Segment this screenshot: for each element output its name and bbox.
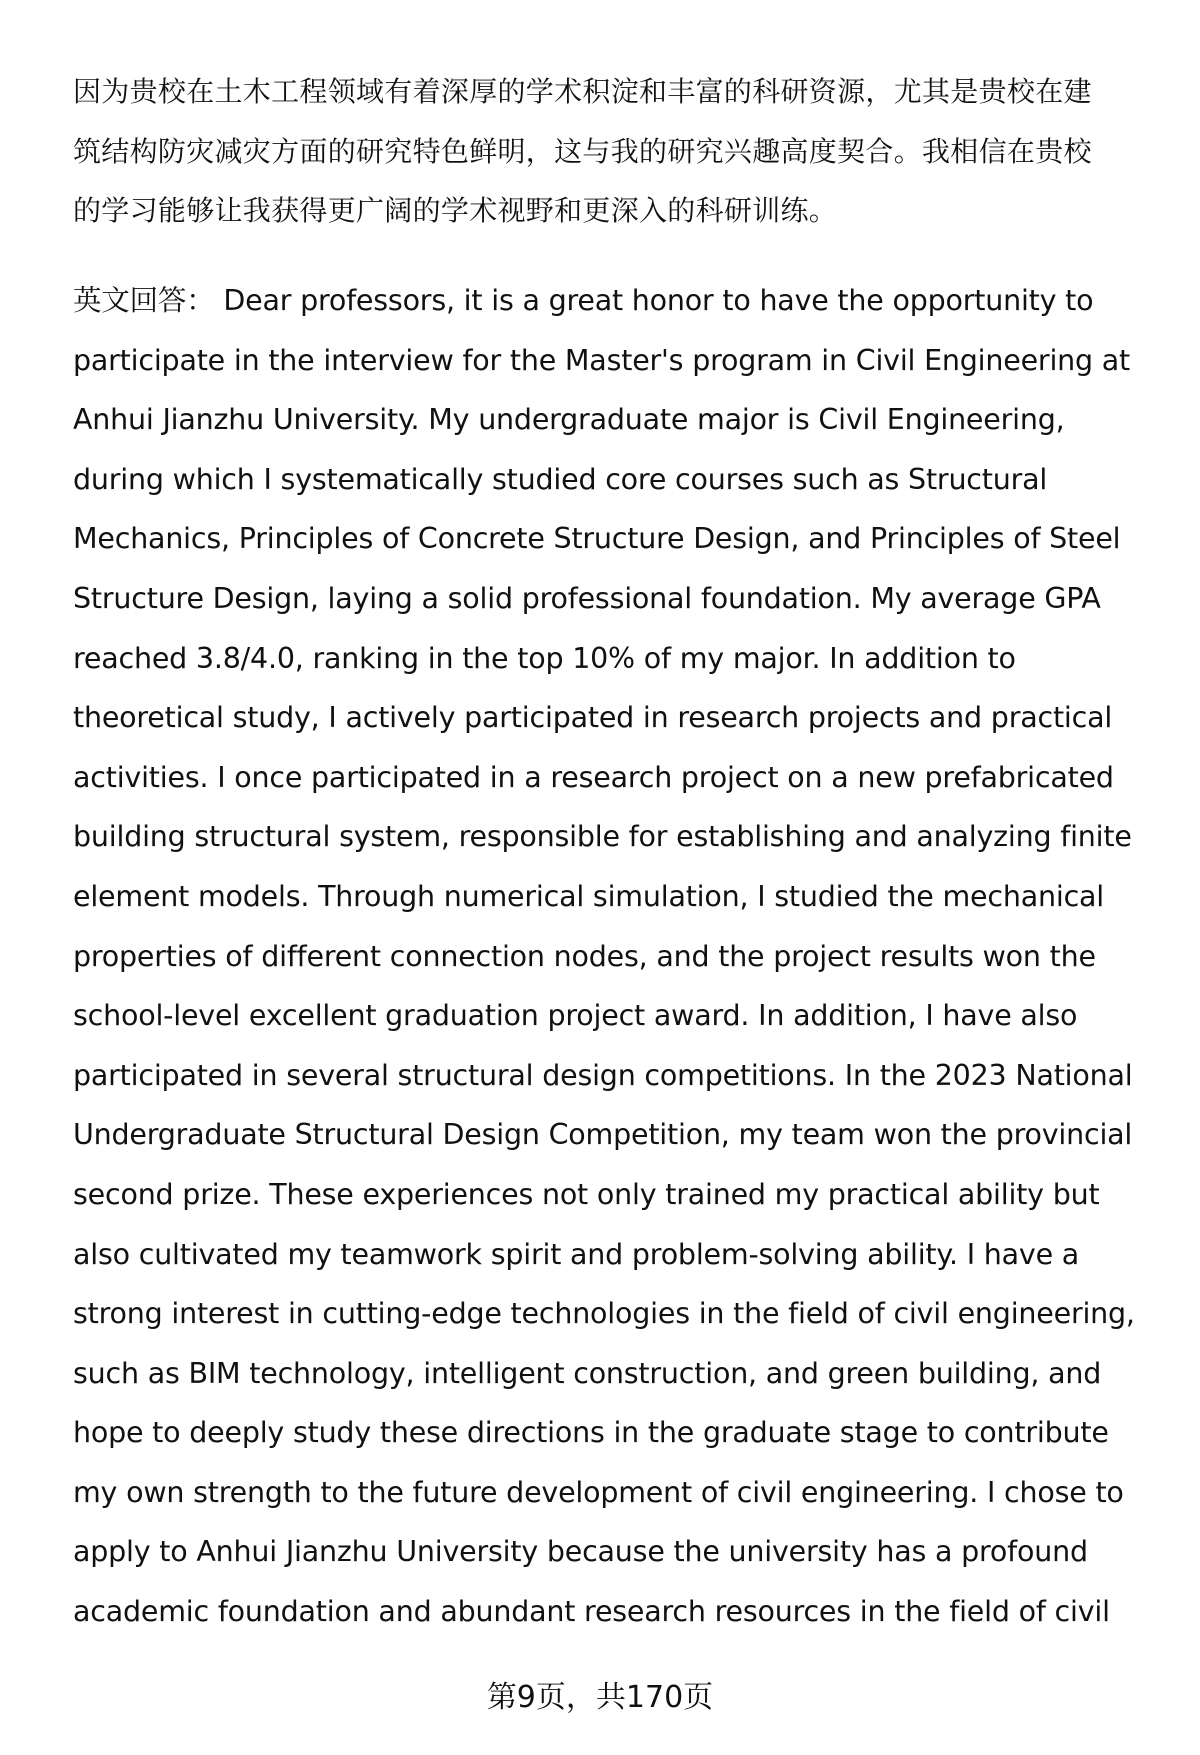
text-line: properties of different connection nodes, and the project results won the	[73, 939, 1096, 973]
text-line: strong interest in cutting-edge technologies in the field of civil engineering,	[73, 1297, 1135, 1331]
text-line: Undergraduate Structural Design Competition, my team won the provincial	[73, 1118, 1133, 1152]
text-line: reached 3.8/4.0, ranking in the top 10% of my major. In addition to	[73, 641, 1016, 675]
text-line: also cultivated my teamwork spirit and problem-solving ability. I have a	[73, 1237, 1080, 1271]
text-line: participate in the interview for the Master's program in Civil Engineering at	[73, 343, 1131, 377]
text-line: Mechanics, Principles of Concrete Structure Design, and Principles of Steel	[73, 522, 1121, 556]
page-number: 第9页，共170页	[486, 1680, 714, 1715]
text-line: during which I systematically studied core courses such as Structural	[73, 462, 1048, 496]
text-line: element models. Through numerical simulation, I studied the mechanical	[73, 879, 1105, 913]
text-line: hope to deeply study these directions in the graduate stage to contribute	[73, 1416, 1109, 1450]
text-line: my own strength to the future development of civil engineering. I chose to	[73, 1475, 1124, 1509]
text-line: academic foundation and abundant research resources in the field of civil	[73, 1595, 1110, 1629]
text-line: second prize. These experiences not only trained my practical ability but	[73, 1177, 1100, 1211]
text-line: activities. I once participated in a research project on a new prefabricated	[73, 760, 1114, 794]
chinese-paragraph	[73, 62, 1153, 241]
text-line: apply to Anhui Jianzhu University because the university has a profound	[73, 1535, 1088, 1569]
text-line: theoretical study, I actively participated in research projects and practical	[73, 701, 1113, 735]
text-line: such as BIM technology, intelligent construction, and green building, and	[73, 1356, 1102, 1390]
text-line: Anhui Jianzhu University. My undergraduate major is Civil Engineering,	[73, 403, 1065, 437]
text-line: 筑结构防灾减灾方面的研究特色鲜明，这与我的研究兴趣高度契合。我相信在贵校	[73, 134, 1092, 168]
english-answer-paragraph	[73, 271, 1153, 1642]
text-line: Structure Design, laying a solid professional foundation. My average GPA	[73, 581, 1101, 615]
text-line: building structural system, responsible for establishing and analyzing finite	[73, 820, 1132, 854]
text-line: 英文回答： Dear professors, it is a great honor to have the opportunity to	[73, 284, 1094, 317]
text-line: school-level excellent graduation project award. In addition, I have also	[73, 999, 1078, 1033]
text-line: 因为贵校在土木工程领域有着深厚的学术积淀和丰富的科研资源，尤其是贵校在建	[73, 75, 1092, 108]
text-line: participated in several structural design competitions. In the 2023 National	[73, 1058, 1133, 1092]
text-line: 的学习能够让我获得更广阔的学术视野和更深入的科研训练。	[73, 194, 838, 228]
